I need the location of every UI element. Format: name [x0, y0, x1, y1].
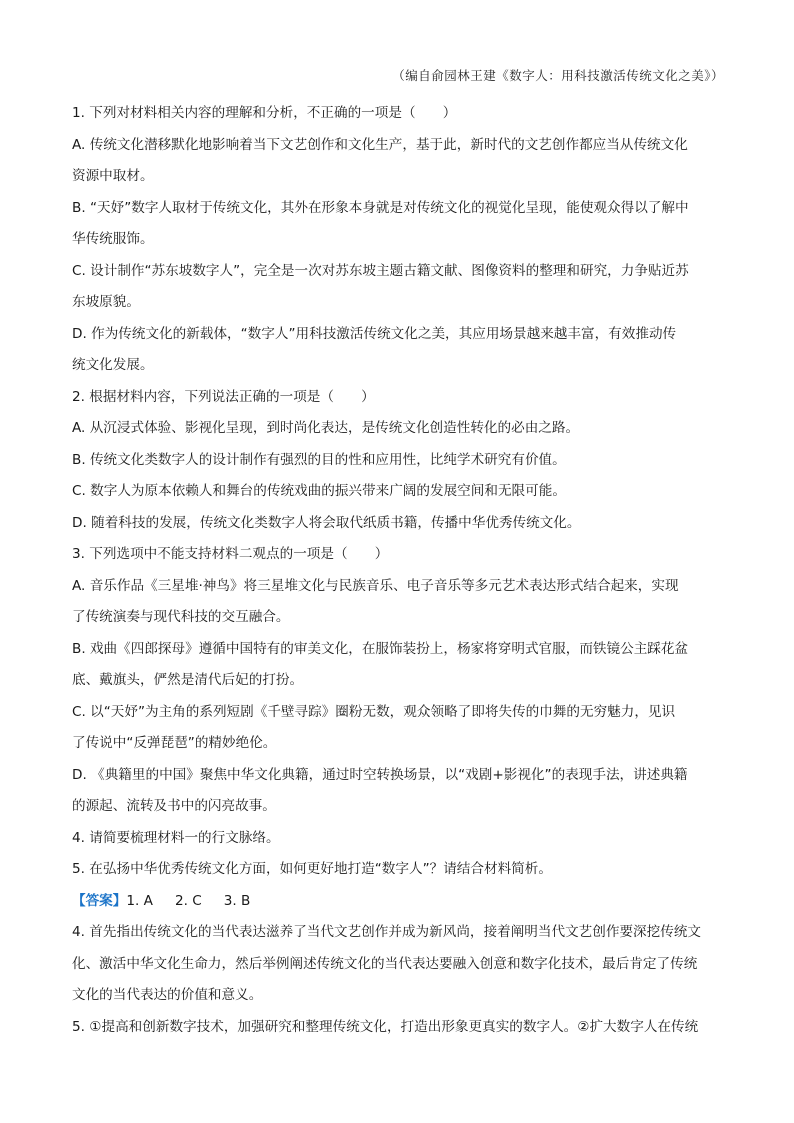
text-line: 3. 下列选项中不能支持材料二观点的一项是（ ）: [72, 546, 389, 562]
text-line: C. 以“天妤”为主角的系列短剧《千壁寻踪》圈粉无数，观众领略了即将失传的巾舞的无穷魅力，见识: [72, 703, 676, 720]
text-line: B. 传统文化类数字人的设计制作有强烈的目的性和应用性，比纯学术研究有价值。: [72, 451, 566, 468]
text-line: 1. 下列对材料相关内容的理解和分析，不正确的一项是（ ）: [72, 105, 457, 121]
source-citation: （编自俞园林王建《数字人：用科技激活传统文化之美》）: [392, 68, 724, 83]
explanation-line: 4. 首先指出传统文化的当代表达滋养了当代文艺创作并成为新风尚，接着阐明当代文艺创作要深挖传统文: [72, 924, 702, 940]
text-line: A. 传统文化潜移默化地影响着当下文艺创作和文化生产，基于此，新时代的文艺创作都应当从传统文化: [72, 136, 688, 153]
text-line: C. 数字人为原本依赖人和舞台的传统戏曲的振兴带来广阔的发展空间和无限可能。: [72, 483, 566, 499]
explanation-line: 5. ①提高和创新数字技术，加强研究和整理传统文化，打造出形象更真实的数字人。②扩大数字人在传统: [72, 1018, 699, 1035]
text-line: 5. 在弘扬中华优秀传统文化方面，如何更好地打造“数字人”？请结合材料简析。: [72, 861, 552, 877]
text-line: 统文化发展。: [72, 357, 154, 373]
text-line: 华传统服饰。: [72, 231, 154, 247]
explanation-line: 化、激活中华文化生命力，然后举例阐述传统文化的当代表达要融入创意和数字化技术，最后肯定了传统: [72, 955, 698, 972]
explanation-lines: [72, 917, 720, 1043]
text-line: D. 随着科技的发展，传统文化类数字人将会取代纸质书籍，传播中华优秀传统文化。: [72, 514, 581, 531]
answer-3: 3. B: [223, 892, 251, 909]
answer-line: [72, 886, 720, 918]
text-line: A. 从沉浸式体验、影视化呈现，到时尚化表达，是传统文化创造性转化的必由之路。: [72, 420, 580, 436]
explanation-line: 文化的当代表达的价值和意义。: [72, 987, 263, 1003]
text-line: 4. 请简要梳理材料一的行文脉络。: [72, 829, 280, 846]
text-line: 了传统演奏与现代科技的交互融合。: [72, 609, 290, 625]
text-line: A. 音乐作品《三星堆·神鸟》将三星堆文化与民族音乐、电子音乐等多元艺术表达形式结合起来，实现: [72, 577, 679, 594]
text-line: D. 《典籍里的中国》聚焦中华文化典籍，通过时空转换场景，以“戏剧+影视化”的表现手法，讲述典籍: [72, 766, 688, 783]
text-line: 2. 根据材料内容，下列说法正确的一项是（ ）: [72, 388, 375, 405]
answer-2: 2. C: [174, 892, 202, 909]
text-line: 东坡原貌。: [72, 294, 140, 310]
question-lines: [72, 98, 720, 886]
text-line: B. 戏曲《四郎探母》遵循中国特有的审美文化，在服饰装扮上，杨家将穿明式官服，而铁镜公主踩花盆: [72, 640, 689, 657]
answer-1: 1. A: [126, 892, 153, 909]
text-line: B. “天妤”数字人取材于传统文化，其外在形象本身就是对传统文化的视觉化呈现，能使观众得以了解中: [72, 199, 689, 216]
text-line: D. 作为传统文化的新载体，“数字人”用科技激活传统文化之美，其应用场景越来越丰富，有效推动传: [72, 325, 677, 342]
answer-label: 【答案】: [72, 892, 127, 909]
text-line: 了传说中“反弹琵琶”的精妙绝伦。: [72, 735, 277, 751]
text-line: 底、戴旗头，俨然是清代后妃的打扮。: [72, 672, 304, 688]
text-line: C. 设计制作“苏东坡数字人”，完全是一次对苏东坡主题古籍文献、图像资料的整理和研究，力争贴近苏: [72, 262, 689, 279]
text-line: 资源中取材。: [72, 168, 154, 184]
document-body: [72, 98, 720, 1043]
text-line: 的源起、流转及书中的闪亮故事。: [72, 798, 276, 814]
